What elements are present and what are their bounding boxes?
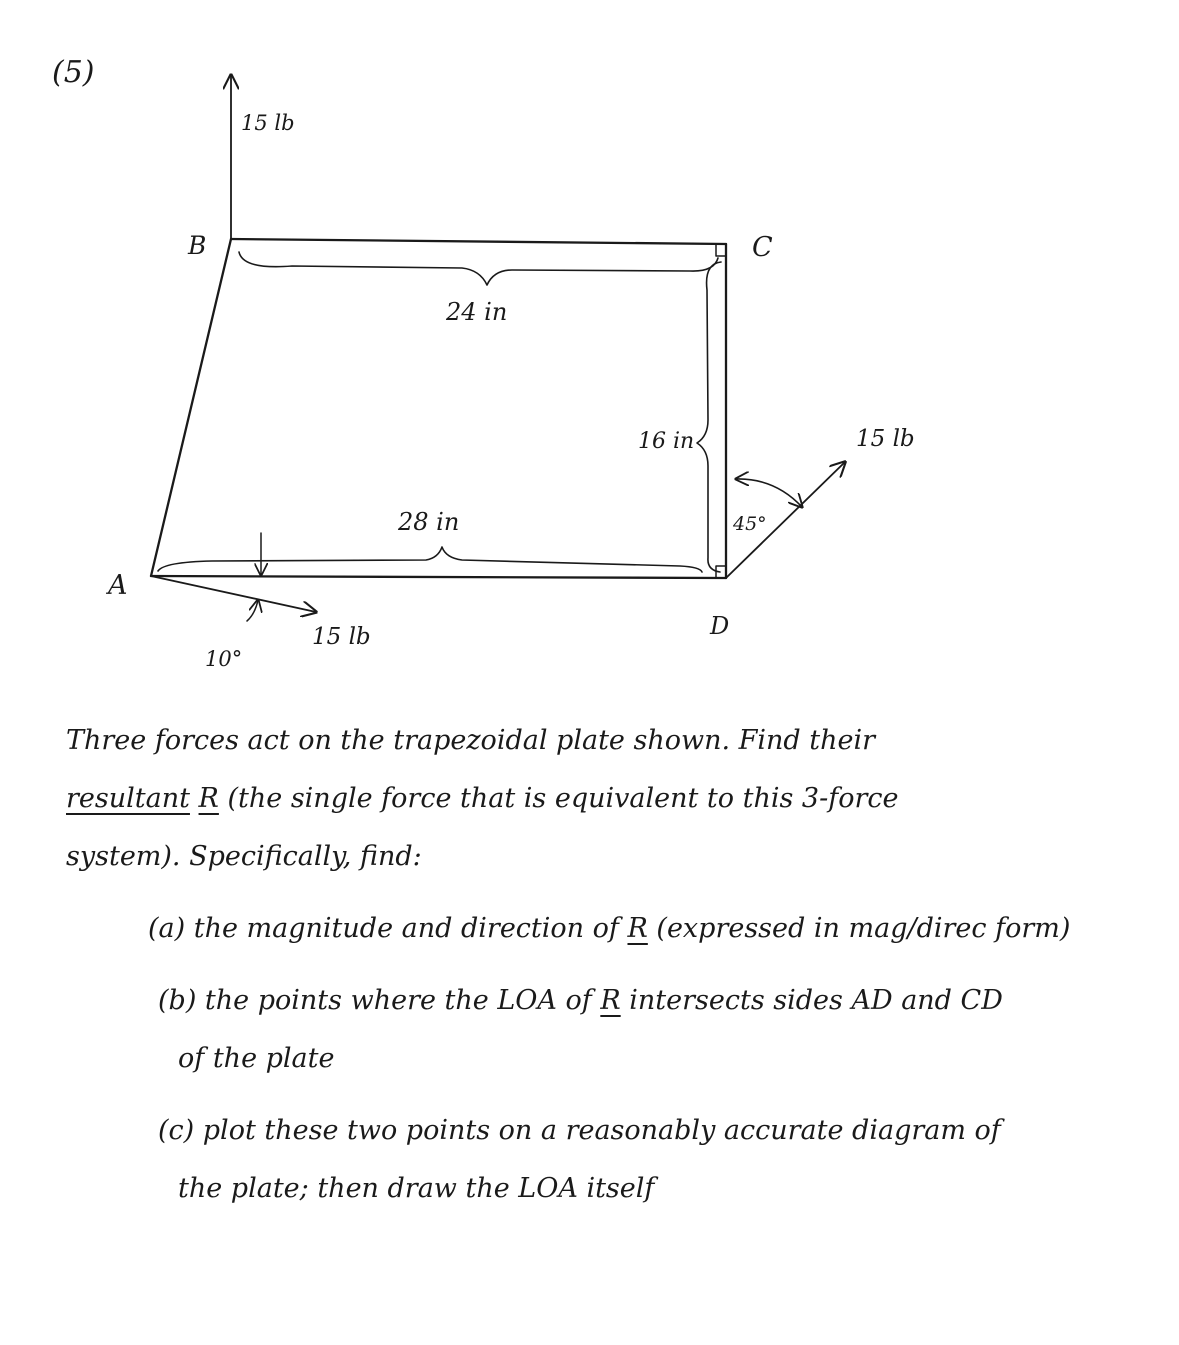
term-resultant: resultant (66, 783, 190, 814)
dimension-brace-bottom (158, 547, 702, 572)
force-arrow-at-a (151, 576, 316, 612)
part-c-line-1: (c) plot these two points on a reasonably accurate diagram of (158, 1115, 1001, 1146)
dimension-label-bottom: 28 in (398, 508, 460, 536)
vertex-label-c: C (752, 232, 773, 263)
part-a-symbol-r: R (627, 913, 648, 944)
part-a-suffix: (expressed in mag/direc form) (656, 913, 1071, 944)
symbol-r: R (198, 783, 219, 814)
statement-line-1 (66, 712, 1156, 770)
part-b-cont-text: of the plate (178, 1043, 335, 1074)
part-c-continuation (66, 1160, 1156, 1218)
part-c-line-2: the plate; then draw the LOA itself (178, 1173, 655, 1204)
part-b-suffix: intersects sides AD and CD (629, 985, 1003, 1016)
part-b-continuation (66, 1030, 1156, 1088)
vertex-label-b: B (188, 231, 207, 260)
statement-definition: (the single force that is equivalent to this 3-force (227, 783, 899, 814)
angle-arc-at-d (736, 479, 802, 507)
dimension-brace-right (697, 262, 721, 572)
dimension-brace-top (239, 252, 718, 285)
vertex-label-d: D (710, 612, 730, 640)
part-b-prefix: (b) the points where the LOA of (158, 985, 592, 1016)
part-a (66, 900, 1156, 958)
force-label-at-b: 15 lb (241, 111, 295, 135)
right-angle-marker-c (716, 244, 726, 256)
dimension-label-right: 16 in (638, 429, 695, 454)
angle-indicator-up (247, 600, 258, 621)
force-label-at-a: 15 lb (312, 624, 371, 650)
angle-label-at-d: 45° (733, 513, 767, 535)
part-c (66, 1102, 1156, 1160)
vertex-label-a: A (108, 570, 128, 601)
statement-intro: Three forces act on the trapezoidal plate shown. Find their (66, 725, 876, 756)
part-b-symbol-r: R (600, 985, 621, 1016)
force-label-at-d: 15 lb (856, 426, 915, 452)
problem-statement (66, 712, 1156, 1218)
angle-label-at-a: 10° (205, 647, 243, 671)
dimension-label-top: 24 in (446, 298, 508, 326)
statement-line-3 (66, 828, 1156, 886)
part-b (66, 972, 1156, 1030)
part-a-prefix: (a) the magnitude and direction of (148, 913, 619, 944)
statement-find: system). Specifically, find: (66, 841, 422, 872)
statement-line-2 (66, 770, 1156, 828)
problem-number: (5) (52, 55, 95, 90)
